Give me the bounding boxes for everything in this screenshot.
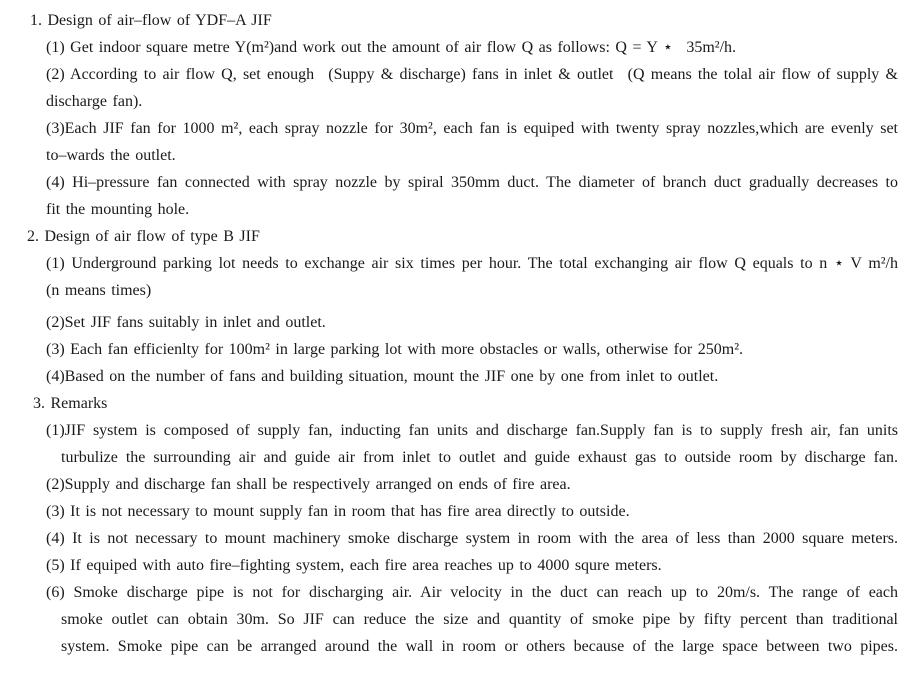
item-1-4: (4) Hi–pressure fan connected with spray nozzle by spiral 350mm duct. The diameter of branch duct gradually decreases to — [46, 174, 898, 191]
item-3-4: (4) It is not necessary to mount machinery smoke discharge system in room with the area of less than 2000 square meters. — [46, 530, 898, 547]
item-1-2: (2) According to air flow Q, set enough (Suppy & discharge) fans in inlet & outlet (Q means the tolal air flow of supply & — [46, 66, 898, 83]
item-1-3-continuation: to–wards the outlet. — [46, 147, 176, 164]
item-3-6: (6) Smoke discharge pipe is not for discharging air. Air velocity in the duct can reach up to 20m/s. The range of each — [46, 584, 898, 601]
item-3-1-continuation: turbulize the surrounding air and guide air from inlet to outlet and guide exhaust gas to outside room by discharge fan. — [61, 449, 898, 466]
item-1-3: (3)Each JIF fan for 1000 m², each spray nozzle for 30m², each fan is equiped with twenty spray nozzles,which are evenly set — [46, 120, 898, 137]
item-3-5: (5) If equiped with auto fire–fighting system, each fire area reaches up to 4000 squre meters. — [46, 557, 662, 574]
section-2-heading: 2. Design of air flow of type B JIF — [27, 228, 260, 245]
item-1-4-continuation: fit the mounting hole. — [46, 201, 190, 218]
item-3-1: (1)JIF system is composed of supply fan, inducting fan units and discharge fan.Supply fan is to supply fresh air, fan units — [46, 422, 898, 439]
item-3-6-continuation-1: smoke outlet can obtain 30m. So JIF can reduce the size and quantity of smoke pipe by fifty percent than traditional — [61, 611, 898, 628]
item-2-3: (3) Each fan efficienlty for 100m² in large parking lot with more obstacles or walls, otherwise for 250m². — [46, 341, 743, 358]
item-2-4: (4)Based on the number of fans and building situation, mount the JIF one by one from inlet to outlet. — [46, 368, 719, 385]
section-1-heading: 1. Design of air–flow of YDF–A JIF — [30, 12, 272, 29]
item-3-2: (2)Supply and discharge fan shall be respectively arranged on ends of fire area. — [46, 476, 571, 493]
section-3-heading: 3. Remarks — [33, 395, 108, 412]
item-3-3: (3) It is not necessary to mount supply fan in room that has fire area directly to outside. — [46, 503, 630, 520]
item-1-2-continuation: discharge fan). — [46, 93, 143, 110]
item-1-1: (1) Get indoor square metre Y(m²)and work out the amount of air flow Q as follows: Q = Y ⋆ 35m²/h. — [46, 39, 737, 56]
item-2-2: (2)Set JIF fans suitably in inlet and outlet. — [46, 314, 326, 331]
item-3-6-continuation-2: system. Smoke pipe can be arranged around the wall in room or others because of the large space between two pipes. — [61, 638, 898, 655]
item-2-1: (1) Underground parking lot needs to exchange air six times per hour. The total exchanging air flow Q equals to n ⋆ V m²/h — [46, 255, 898, 272]
item-2-1-continuation: (n means times) — [46, 282, 152, 299]
